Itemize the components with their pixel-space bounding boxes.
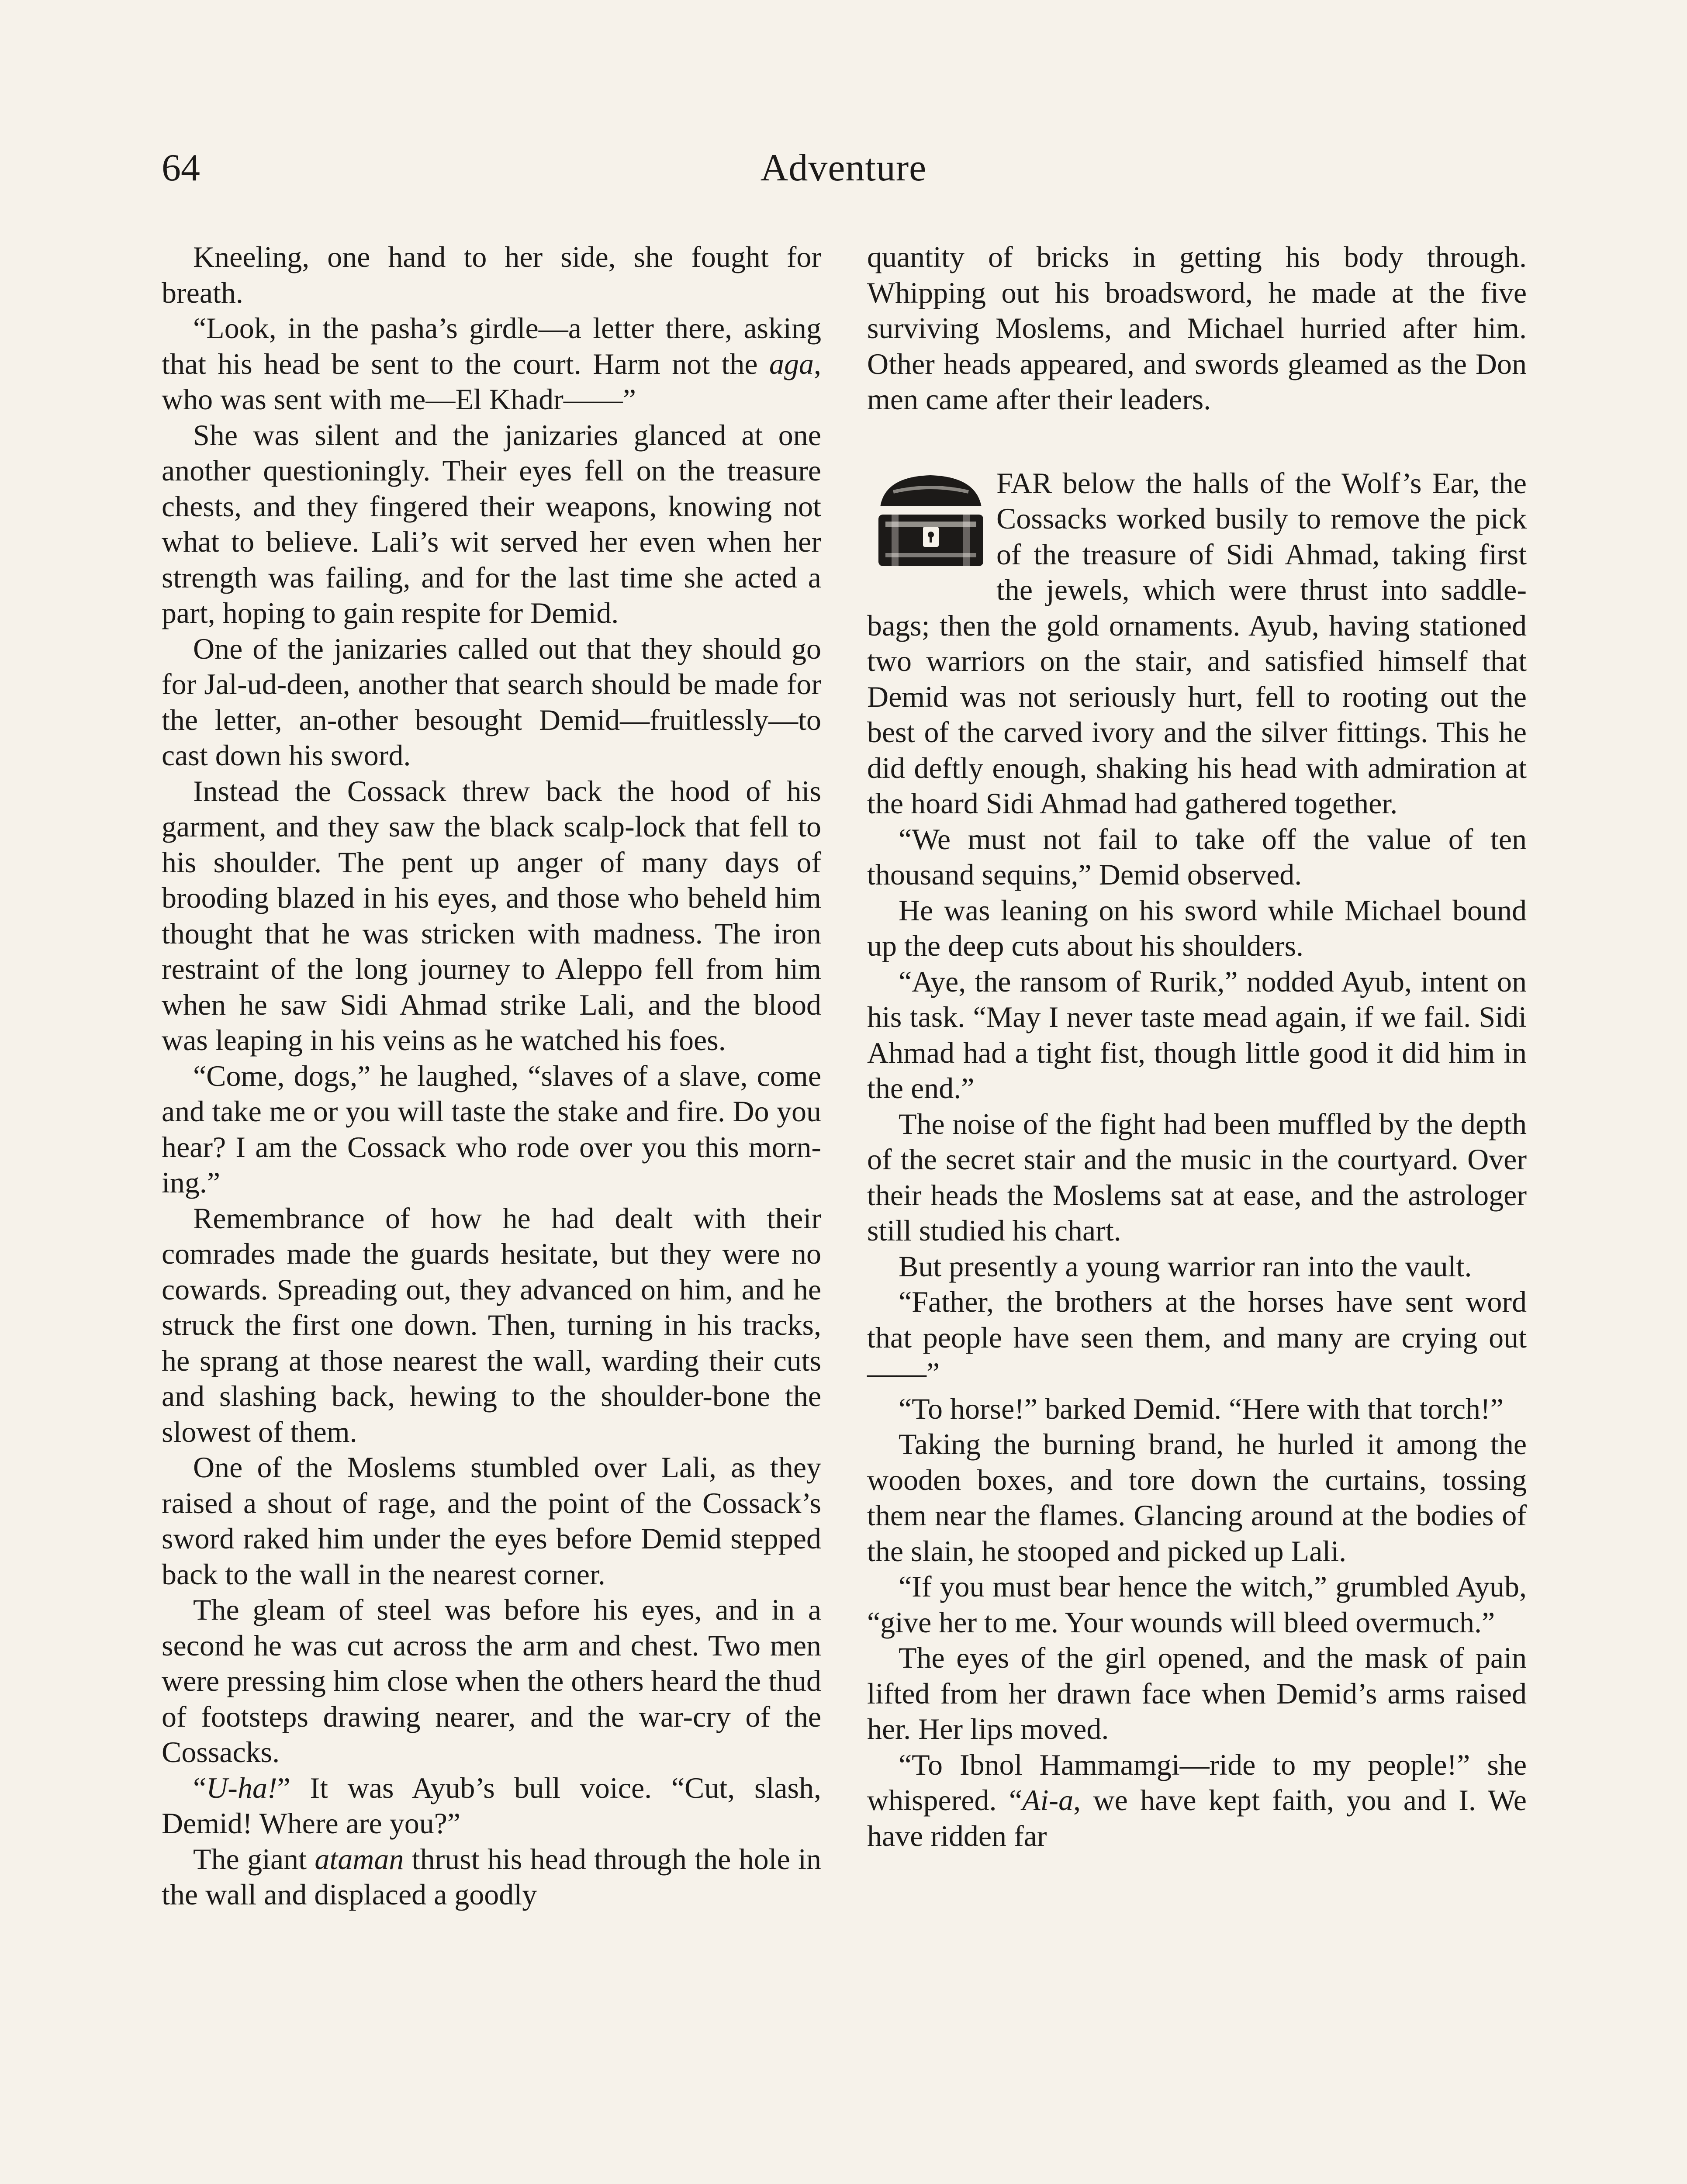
paragraph (162, 1450, 821, 1592)
text-run: “We must not fail to take off the value of ten thousand sequins,” Demid observed. (867, 822, 1527, 891)
text-run: Kneeling, one hand to her side, she fought for breath. (162, 240, 821, 309)
left-text-column (162, 239, 821, 1913)
text-run: thrust his head through the hole in the wall and displaced a goodly (162, 1842, 821, 1911)
italic-text: U-ha! (206, 1771, 277, 1804)
text-run: ” It was Ayub’s bull voice. “Cut, slash, Demid! Where are you?” (162, 1771, 821, 1840)
text-run: She was silent and the janizaries glanced at one another questioningly. Their eyes fell on the treasure chests, and they fingered their weapons, knowing not what to believe. Lali’s wit served her even when her strength was failing, and for the last time she acted a part, hoping to gain respite for Demid. (162, 418, 821, 629)
text-run: “ (193, 1771, 207, 1804)
paragraph (162, 631, 821, 774)
paragraph (867, 466, 1527, 822)
italic-text: Ai-a (1022, 1783, 1074, 1817)
paragraph (867, 893, 1527, 964)
paragraph (162, 1058, 821, 1201)
text-run: The eyes of the girl opened, and the mask of pain lifted from her drawn face when Demid’s arms raised her. Her lips moved. (867, 1641, 1527, 1745)
text-run: The noise of the fight had been muffled by the depth of the secret stair and the music in the courtyard. Over their heads the Moslems sat at ease, and the astrologer still studied his chart. (867, 1107, 1527, 1247)
paragraph (867, 1640, 1527, 1747)
text-run: “Father, the brothers at the horses have sent word that people have seen them, and many are crying out——” (867, 1285, 1527, 1389)
text-run: “To horse!” barked Demid. “Here with that torch!” (899, 1392, 1504, 1425)
text-run: “To Ibnol Hammamgi—ride to my people!” she whispered. “ (867, 1748, 1527, 1817)
paragraph (867, 239, 1527, 418)
paragraph (162, 1592, 821, 1770)
italic-text: ataman (315, 1842, 404, 1876)
text-run: Remembrance of how he had dealt with their comrades made the guards hesitate, but they were no cowards. Spreading out, they advanced on him, and he struck the first one down. Then, turning in his tracks, he sprang at those nearest the wall, warding their cuts and slashing back, hewing to the shoulder-bone the slowest of them. (162, 1201, 821, 1448)
paragraph (867, 964, 1527, 1106)
paragraph (867, 1569, 1527, 1640)
text-run: “Come, dogs,” he laughed, “slaves of a slave, come and take me or you will taste the stake and fire. Do you hear? I am the Cossack who rode over you this morn-ing.” (162, 1059, 821, 1199)
paragraph (162, 311, 821, 418)
paragraph (867, 1249, 1527, 1285)
text-run: One of the Moslems stumbled over Lali, as they raised a shout of rage, and the point of the Cossack’s sword raked him under the eyes before Demid stepped back to the wall in the nearest corner. (162, 1451, 821, 1591)
text-run: He was leaning on his sword while Michael bound up the deep cuts about his shoulders. (867, 893, 1527, 962)
text-run: One of the janizaries called out that they should go for Jal-ud-deen, another that search should be made for the letter, an-other besought Demid—fruitlessly—to cast down his sword. (162, 632, 821, 772)
paragraph (162, 1770, 821, 1842)
paragraph (867, 1106, 1527, 1249)
paragraph (162, 774, 821, 1058)
text-run: , who was sent with me—El Khadr——” (162, 347, 821, 416)
italic-text: aga (769, 347, 814, 380)
page-number: 64 (162, 147, 200, 189)
text-run: “Aye, the ransom of Rurik,” nodded Ayub, intent on his task. “May I never taste mead again, if we fail. Sidi Ahmad had a tight fist, though little good it did him in the end.” (867, 964, 1527, 1105)
paragraph (867, 1427, 1527, 1569)
text-run: , we have kept faith, you and I. We have ridden far (867, 1783, 1527, 1852)
paragraph (867, 822, 1527, 893)
paragraph (162, 1201, 821, 1450)
paragraph (162, 1842, 821, 1913)
text-run: The gleam of steel was before his eyes, and in a second he was cut across the arm and chest. Two men were pressing him close when the others heard the thud of footsteps drawing nearer, and the war-cry of the Cossacks. (162, 1593, 821, 1769)
text-run: Instead the Cossack threw back the hood of his garment, and they saw the black scalp-lock that fell to his shoulder. The pent up anger of many days of brooding blazed in his eyes, and those who beheld him thought that he was stricken with madness. The iron restraint of the long journey to Aleppo fell from him when he saw Sidi Ahmad strike Lali, and the blood was leaping in his veins as he watched his foes. (162, 774, 821, 1057)
paragraph (162, 239, 821, 311)
text-run: quantity of bricks in getting his body through. Whipping out his broadsword, he made at the five surviving Moslems, and Michael hurried after him. Other heads appeared, and swords gleamed as the Don men came after their leaders. (867, 240, 1527, 416)
text-run: The giant (193, 1842, 315, 1876)
right-text-column (867, 239, 1527, 1854)
running-title: Adventure (760, 147, 927, 189)
text-run: But presently a young warrior ran into the vault. (899, 1249, 1472, 1283)
text-run: Taking the burning brand, he hurled it among the wooden boxes, and tore down the curtains, tossing them near the flames. Glancing around at the bodies of the slain, he stooped and picked up Lali. (867, 1427, 1527, 1568)
paragraph (867, 1284, 1527, 1391)
paragraph (867, 1747, 1527, 1854)
text-run: “Look, in the pasha’s girdle—a letter there, asking that his head be sent to the court. Harm not the (162, 311, 821, 380)
treasure-chest-icon (867, 466, 994, 575)
paragraph (867, 1391, 1527, 1427)
paragraph (162, 418, 821, 631)
text-run: “If you must bear hence the witch,” grumbled Ayub, “give her to me. Your wounds will bleed overmuch.” (867, 1570, 1527, 1639)
text-run: FAR below the halls of the Wolf’s Ear, the Cossacks worked busily to remove the pick of the treasure of Sidi Ahmad, taking first the jewels, which were thrust into saddle-bags; then the gold ornaments. Ayub, having stationed two warriors on the stair, and satisfied himself that Demid was not seriously hurt, fell to rooting out the best of the carved ivory and the silver fittings. This he did deftly enough, shaking his head with admiration at the hoard Sidi Ahmad had gathered together. (867, 466, 1527, 820)
running-head (162, 144, 1525, 201)
